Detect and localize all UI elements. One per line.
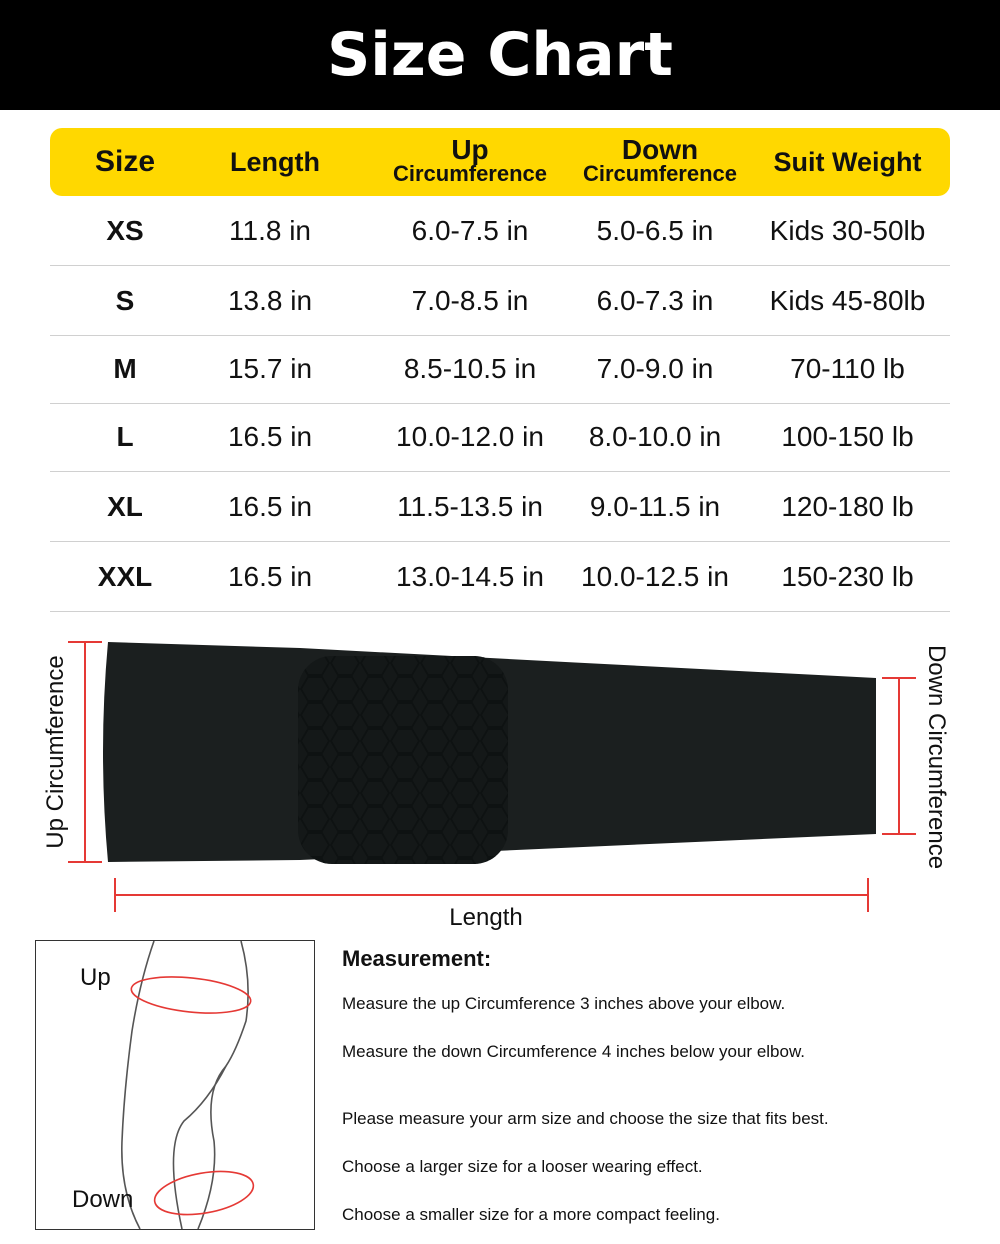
up-circumference-marker	[68, 642, 102, 862]
table-row	[50, 402, 950, 472]
cell-weight: 70-110 lb	[790, 353, 905, 384]
cell-down: 6.0-7.3 in	[596, 285, 714, 316]
cell-weight: 100-150 lb	[781, 421, 914, 452]
measurement-line: Choose a smaller size for a more compact feeling.	[342, 1205, 720, 1224]
cell-down: 5.0-6.5 in	[596, 215, 714, 246]
cell-weight: Kids 45-80lb	[769, 285, 926, 316]
cell-up: 11.5-13.5 in	[397, 491, 543, 522]
cell-up: 13.0-14.5 in	[396, 561, 544, 592]
header-up-circumference	[380, 128, 560, 196]
header-down-line1: Down	[621, 134, 699, 165]
up-circumference-label: Up Circumference	[42, 655, 69, 849]
cell-length: 13.8 in	[227, 285, 313, 316]
cell-size: XL	[107, 491, 143, 522]
cell-down: 10.0-12.5 in	[581, 561, 729, 592]
cell-weight: 150-230 lb	[781, 561, 914, 592]
honeycomb-pad	[298, 656, 508, 864]
header-up-line2: Circumference	[392, 161, 548, 186]
cell-size: L	[116, 421, 134, 452]
table-row	[50, 196, 950, 266]
header-down-circumference	[570, 128, 750, 196]
header-suit-weight: Suit Weight	[773, 146, 922, 177]
sleeve-diagram	[0, 620, 1000, 940]
arm-up-label: Up	[80, 964, 111, 991]
measurement-line: Choose a larger size for a looser wearing effect.	[342, 1157, 703, 1176]
title-banner	[0, 0, 1000, 110]
measurement-line: Measure the down Circumference 4 inches below your elbow.	[342, 1042, 806, 1061]
cell-up: 6.0-7.5 in	[411, 215, 529, 246]
cell-down: 7.0-9.0 in	[596, 353, 714, 384]
table-row	[50, 542, 950, 612]
cell-size: M	[113, 353, 137, 384]
cell-up: 8.5-10.5 in	[403, 353, 537, 384]
cell-up: 7.0-8.5 in	[411, 285, 529, 316]
table-row	[50, 334, 950, 404]
measurement-title: Measurement:	[342, 946, 492, 971]
cell-size: XS	[106, 215, 144, 246]
cell-length: 16.5 in	[227, 561, 313, 592]
cell-weight: Kids 30-50lb	[769, 215, 926, 246]
down-circumference-marker	[882, 678, 916, 834]
length-label: Length	[449, 904, 523, 931]
arm-down-label: Down	[72, 1186, 134, 1213]
cell-down: 8.0-10.0 in	[588, 421, 722, 452]
cell-up: 10.0-12.0 in	[396, 421, 544, 452]
header-length: Length	[230, 146, 320, 177]
cell-length: 16.5 in	[227, 421, 313, 452]
cell-size: S	[115, 285, 135, 316]
down-circumference-label: Down Circumference	[923, 644, 950, 870]
cell-down: 9.0-11.5 in	[589, 491, 721, 522]
table-header	[50, 128, 950, 196]
table-row	[50, 266, 950, 336]
header-up-line1: Up	[451, 134, 489, 165]
measurement-line: Measure the up Circumference 3 inches above your elbow.	[342, 994, 786, 1013]
header-size: Size	[94, 145, 156, 178]
cell-length: 16.5 in	[227, 491, 313, 522]
measurement-line: Please measure your arm size and choose the size that fits best.	[342, 1109, 829, 1128]
page-title: Size Chart	[327, 20, 673, 90]
cell-size: XXL	[97, 561, 153, 592]
table-row	[50, 472, 950, 542]
header-down-line2: Circumference	[582, 161, 738, 186]
cell-length: 15.7 in	[227, 353, 313, 384]
row-divider	[50, 611, 950, 612]
cell-weight: 120-180 lb	[781, 491, 914, 522]
cell-length: 11.8 in	[229, 215, 311, 246]
